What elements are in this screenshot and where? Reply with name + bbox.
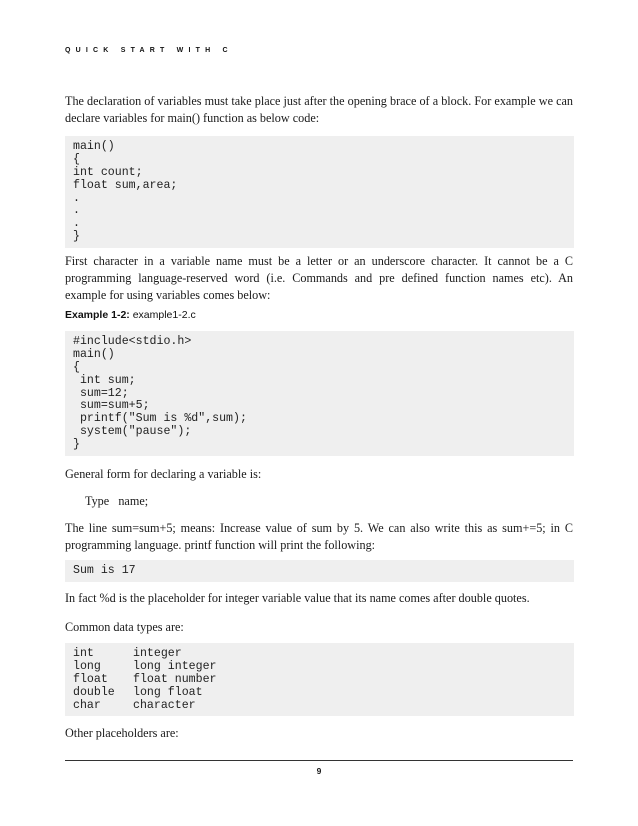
code-line: int sum;: [73, 373, 136, 387]
table-row: [73, 648, 574, 661]
code-block-example: [65, 331, 574, 456]
type-name: float: [73, 672, 108, 686]
type-description: float number: [133, 672, 217, 686]
paragraph-other-placeholders: Other placeholders are:: [65, 726, 179, 740]
data-types-table: [65, 643, 574, 716]
table-row: [73, 674, 574, 687]
code-line: printf("Sum is %d",sum);: [73, 412, 247, 426]
general-form-syntax: Type name;: [85, 494, 149, 508]
paragraph-sum-explanation: The line sum=sum+5; means: Increase value of sum by 5. We can also write this as sum+=5; in C programming language. printf function will print the following:: [65, 521, 573, 552]
type-description: long integer: [133, 659, 217, 673]
type-name: double: [73, 685, 115, 699]
type-description: integer: [133, 647, 182, 660]
code-line: .: [73, 217, 80, 231]
type-description: long float: [133, 685, 203, 699]
page-number: 9: [316, 766, 322, 776]
code-line: {: [73, 152, 80, 166]
type-name: int: [73, 647, 94, 660]
code-line: #include<stdio.h>: [73, 335, 192, 348]
code-line: float sum,area;: [73, 178, 178, 192]
code-line: .: [73, 191, 80, 205]
code-line: {: [73, 360, 80, 374]
example-label: Example 1-2:: [65, 309, 130, 321]
code-line: .: [73, 204, 80, 218]
type-description: character: [133, 698, 196, 712]
paragraph-general-form: General form for declaring a variable is:: [65, 467, 262, 481]
table-row: [73, 661, 574, 674]
type-name: char: [73, 698, 101, 712]
table-row: [73, 687, 574, 700]
code-block-main: [65, 136, 574, 248]
running-header: QUICK START WITH C: [65, 47, 233, 54]
code-line: sum=sum+5;: [73, 399, 150, 413]
paragraph-data-types-intro: Common data types are:: [65, 620, 184, 634]
table-row: [73, 700, 574, 713]
paragraph-variable-names: First character in a variable name must be a letter or an underscore character. It cannot be a C programming language-reserved word (i.e. Commands and pre defined function names etc). An example for using variables comes below:: [65, 254, 573, 302]
footer-divider: [65, 760, 573, 761]
code-line: system("pause");: [73, 425, 192, 439]
example-filename: example1-2.c: [132, 309, 196, 321]
type-name: long: [73, 659, 101, 673]
code-line: sum=12;: [73, 386, 129, 400]
code-block-output: [65, 560, 574, 582]
code-line: main(): [73, 347, 115, 361]
code-line: main(): [73, 140, 115, 153]
paragraph-declaration: The declaration of variables must take place just after the opening brace of a block. For example we can declare variables for main() function as below code:: [65, 94, 573, 125]
code-line: int count;: [73, 165, 143, 179]
code-line: Sum is 17: [73, 564, 136, 577]
example-caption: [65, 309, 196, 321]
paragraph-placeholder: In fact %d is the placeholder for integer variable value that its name comes after double quotes.: [65, 591, 530, 605]
code-line: }: [73, 230, 80, 244]
code-line: }: [73, 438, 80, 452]
